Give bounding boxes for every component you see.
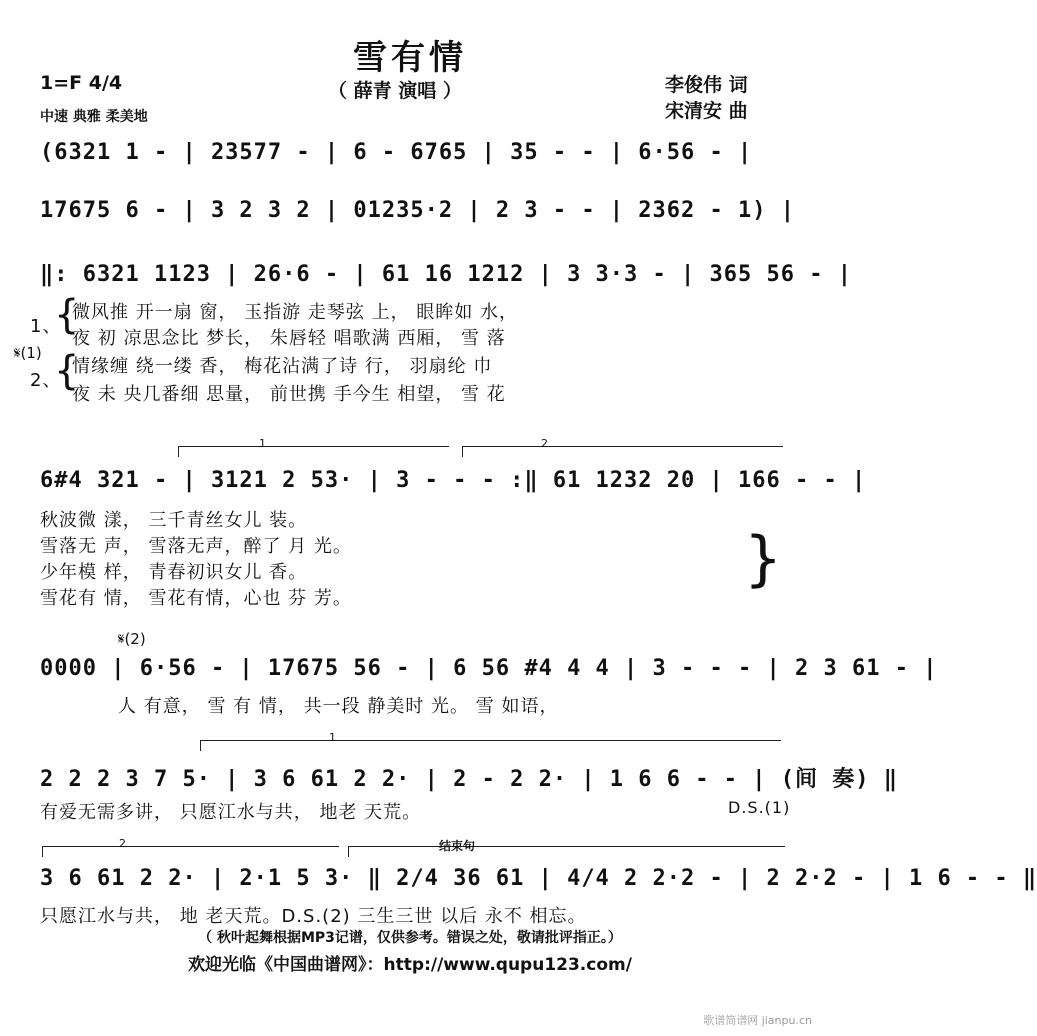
lyric-row7: 只愿江水与共， 地 老天荒。D.S.(2) 三生三世 以后 永不 相忘。 (40, 906, 587, 927)
lyric-verse2-line1: 情缘缠 绕一缕 香， 梅花沾满了诗 行， 羽扇纶 巾 (72, 356, 493, 377)
first-ending: 1 (178, 446, 449, 457)
site-footer: 欢迎光临《中国曲谱网》：http://www.qupu123.com/ (188, 955, 632, 975)
tempo-marking: 中速 典雅 柔美地 (40, 109, 148, 125)
lyric-verse1-line2: 夜 初 凉思念比 梦长， 朱唇轻 唱歌满 西厢， 雪 落 (72, 328, 506, 349)
page-title: 雪有情 (353, 38, 467, 78)
score-row-7: 3 6 61 2 2· | 2·1 5 3· ‖ 2/4 36 61 | 4/4 2 2·2 - | 2 2·2 - | 1 6 - - ‖ (40, 866, 1037, 891)
second-ending-2: 2 (42, 846, 339, 857)
segno-2: 𝄋(2) (118, 630, 146, 648)
lyric-verse1-line1: 微风推 开一扇 窗， 玉指游 走琴弦 上， 眼眸如 水， (72, 302, 519, 323)
composer: 宋清安 曲 (665, 100, 748, 122)
time-signature: 4/4 (88, 72, 123, 94)
ds-1: D.S.(1) (728, 798, 791, 817)
score-row-3: ‖: 6321 1123 | 26·6 - | 61 16 1212 | 3 3·3 - | 365 56 - | (40, 262, 852, 287)
lyric-row5: 人 有意， 雪 有 情， 共一段 静美时 光。 雪 如语， (118, 696, 559, 717)
coda-bracket: 结束句 (348, 846, 785, 857)
key: 1=F (40, 72, 83, 94)
verse-label-1: 1、 (30, 316, 62, 337)
verse-brace-1: { (54, 292, 80, 338)
lyric-row4-4: 雪花有 情， 雪花有情，心也 芬 芳。 (40, 588, 352, 609)
lyric-row6: 有爱无需多讲， 只愿江水与共， 地老 天荒。 (40, 802, 422, 823)
score-row-4: 6#4 321 - | 3121 2 53· | 3 - - - :‖ 61 1232 20 | 166 - - | (40, 468, 867, 493)
score-row-2: 17675 6 - | 3 2 3 2 | 01235·2 | 2 3 - - | 2362 - 1) | (40, 198, 795, 223)
ending-brace: } (744, 524, 783, 594)
score-row-6: 2 2 2 3 7 5· | 3 6 61 2 2· | 2 - 2 2· | 1 6 6 - - | (间 奏) ‖ (40, 767, 898, 792)
lyricist: 李俊伟 词 (665, 74, 748, 96)
verse-brace-2: { (54, 348, 80, 394)
key-signature (40, 72, 122, 94)
first-ending-2: 1 (200, 740, 781, 751)
performer: （ 薛青 演唱 ） (328, 80, 462, 102)
second-ending: 2 (462, 446, 783, 457)
verse-label-2: 2、 (30, 370, 62, 391)
segno-1: 𝄋(1) (14, 344, 42, 362)
score-row-5: 0000 | 6·56 - | 17675 56 - | 6 56 #4 4 4 | 3 - - - | 2 3 61 - | (40, 656, 938, 681)
lyric-row4-2: 雪落无 声， 雪落无声，醉了 月 光。 (40, 536, 352, 557)
lyric-row4-1: 秋波微 漾， 三千青丝女儿 装。 (40, 510, 308, 531)
score-row-1: (6321 1 - | 23577 - | 6 - 6765 | 35 - - | 6·56 - | (40, 140, 753, 165)
transcriber-note: （ 秋叶起舞根据MP3记谱，仅供参考。错误之处，敬请批评指正。） (198, 930, 622, 946)
watermark: 歌谱简谱网 jianpu.cn (703, 1014, 812, 1027)
lyric-verse2-line2: 夜 未 央几番细 思量， 前世携 手今生 相望， 雪 花 (72, 384, 506, 405)
lyric-row4-3: 少年模 样， 青春初识女儿 香。 (40, 562, 308, 583)
